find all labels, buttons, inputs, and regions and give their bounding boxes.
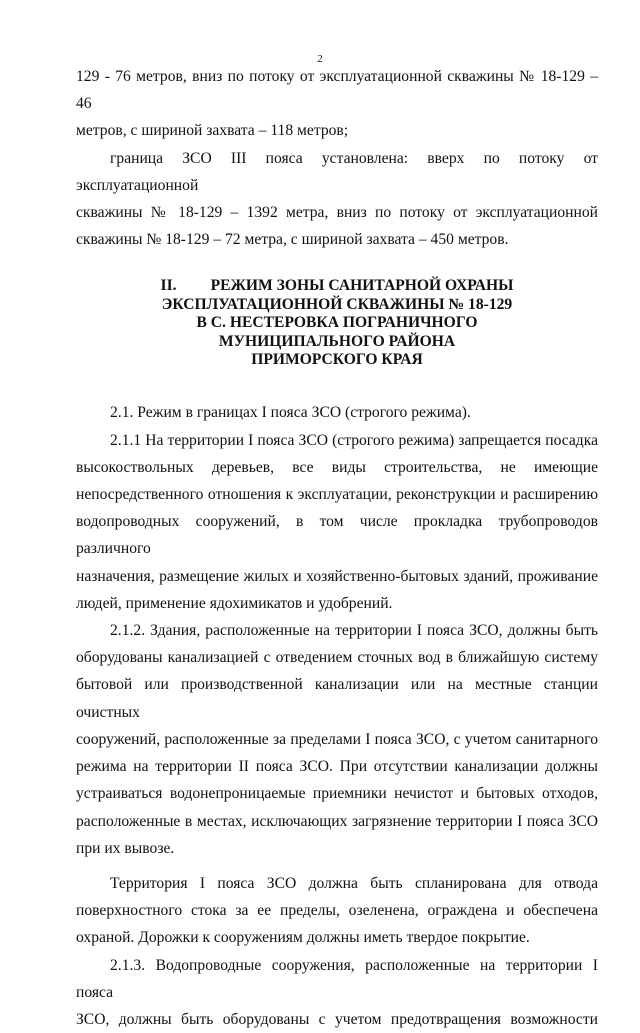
document-body	[76, 63, 598, 1033]
paragraph-line: людей, применение ядохимикатов и удобрений.	[76, 594, 393, 612]
paragraph-line: ЗСО, должны быть оборудованы с учетом предотвращения возможности	[76, 1010, 598, 1028]
section-heading	[76, 277, 598, 369]
paragraph-line: 2.1.1 На территории I пояса ЗСО (строгого режима) запрещается посадка	[110, 431, 598, 449]
section-title-line: В С. НЕСТЕРОВКА ПОГРАНИЧНОГО	[196, 314, 478, 332]
paragraph-line: охраной. Дорожки к сооружениям должны иметь твердое покрытие.	[76, 929, 530, 947]
paragraph-line: 129 - 76 метров, вниз по потоку от эксплуатационной скважины № 18-129 – 46	[76, 68, 598, 113]
paragraph-line: бытовой или производственной канализации или на местные станции очистных	[76, 676, 598, 721]
paragraph-line: непосредственного отношения к эксплуатации, реконструкции и расширению	[76, 486, 598, 504]
paragraph-line: 2.1. Режим в границах I пояса ЗСО (строгого режима).	[110, 404, 471, 422]
paragraph-line: сооружений, расположенные за пределами I пояса ЗСО, с учетом санитарного	[76, 730, 598, 748]
section-title-line: РЕЖИМ ЗОНЫ САНИТАРНОЙ ОХРАНЫ	[210, 277, 514, 295]
paragraph-line: при их вывозе.	[76, 839, 175, 857]
paragraph-line: режима на территории II пояса ЗСО. При отсутствии канализации должны	[76, 758, 598, 776]
paragraph-line: метров, с шириной захвата – 118 метров;	[76, 122, 349, 140]
paragraph-line: скважины № 18-129 – 72 метра, с шириной захвата – 450 метров.	[76, 231, 509, 249]
paragraph-line: скважины № 18-129 – 1392 метра, вниз по потоку от эксплуатационной	[76, 204, 598, 222]
paragraph-line: назначения, размещение жилых и хозяйственно-бытовых зданий, проживание	[76, 567, 598, 585]
paragraph-line: 2.1.2. Здания, расположенные на территории I пояса ЗСО, должны быть	[110, 622, 598, 640]
paragraph-line: поверхностного стока за ее пределы, озеленена, ограждена и обеспечена	[76, 902, 598, 920]
paragraph-line: граница ЗСО III пояса установлена: вверх по потоку от эксплуатационной	[76, 149, 598, 194]
section-number: II.	[160, 277, 177, 295]
paragraph-line: высокоствольных деревьев, все виды строительства, не имеющие	[76, 458, 598, 476]
paragraph-line: 2.1.3. Водопроводные сооружения, расположенные на территории I пояса	[76, 956, 598, 1001]
paragraph-line: оборудованы канализацией с отведением сточных вод в ближайшую систему	[76, 649, 598, 667]
paragraph-line: устраиваться водонепроницаемые приемники нечистот и бытовых отходов,	[76, 785, 598, 803]
section-title-line: МУНИЦИПАЛЬНОГО РАЙОНА	[218, 332, 456, 350]
paragraph-line: Территория I пояса ЗСО должна быть спланирована для отвода	[110, 874, 598, 892]
page-number: 2	[317, 53, 323, 65]
section-title-line: ПРИМОРСКОГО КРАЯ	[251, 351, 423, 369]
section-title-line: ЭКСПЛУАТАЦИОННОЙ СКВАЖИНЫ № 18-129	[161, 295, 513, 313]
paragraph-line: водопроводных сооружений, в том числе прокладка трубопроводов различного	[76, 513, 598, 558]
paragraph-line: расположенные в местах, исключающих загрязнение территории I пояса ЗСО	[76, 812, 598, 830]
